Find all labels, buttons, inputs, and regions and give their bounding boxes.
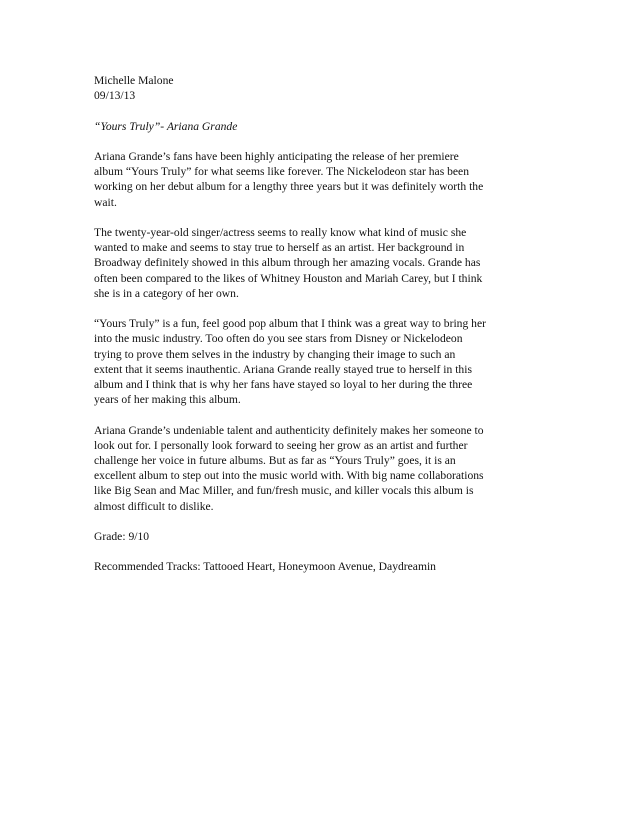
document-body <box>94 73 546 575</box>
paragraph-intro: Ariana Grande’s fans have been highly anticipating the release of her premiere album “Yours Truly” for what seems like forever. The Nickelodeon star has been working on her debut album for a lengthy three years but it was definitely worth the wait. <box>94 149 484 209</box>
paragraph-album-style: “Yours Truly” is a fun, feel good pop album that I think was a great way to bring her into the music industry. Too often do you see stars from Disney or Nickelodeon trying to prove them selves in the industry by changing their image to such an extent that it seems inauthentic. Ariana Grande really stayed true to herself in this album and I think that is why her fans have stayed so loyal to her during the three years of her making this album. <box>94 317 486 407</box>
review-title: “Yours Truly”- Ariana Grande <box>94 119 238 133</box>
paragraph-conclusion: Ariana Grande’s undeniable talent and authenticity definitely makes her someone to look out for. I personally look forward to seeing her grow as an artist and further challenge her voice in future albums. But as far as “Yours Truly” goes, it is an excellent album to step out into the music world with. With big name collaborations like Big Sean and Mac Miller, and fun/fresh music, and killer vocals this album is almost difficult to dislike. <box>94 423 484 513</box>
document-date: 09/13/13 <box>94 89 136 103</box>
grade-line: Grade: 9/10 <box>94 530 150 543</box>
author-name: Michelle Malone <box>94 74 174 87</box>
paragraph-background: The twenty-year-old singer/actress seems to really know what kind of music she wanted to make and seems to stay true to herself as an artist. Her background in Broadway definitely showed in this album through her amazing vocals. Grande has often been compared to the likes of Whitney Houston and Mariah Carey, but I think she is in a category of her own. <box>94 225 483 300</box>
recommended-tracks: Recommended Tracks: Tattooed Heart, Honeymoon Avenue, Daydreamin <box>94 560 436 574</box>
